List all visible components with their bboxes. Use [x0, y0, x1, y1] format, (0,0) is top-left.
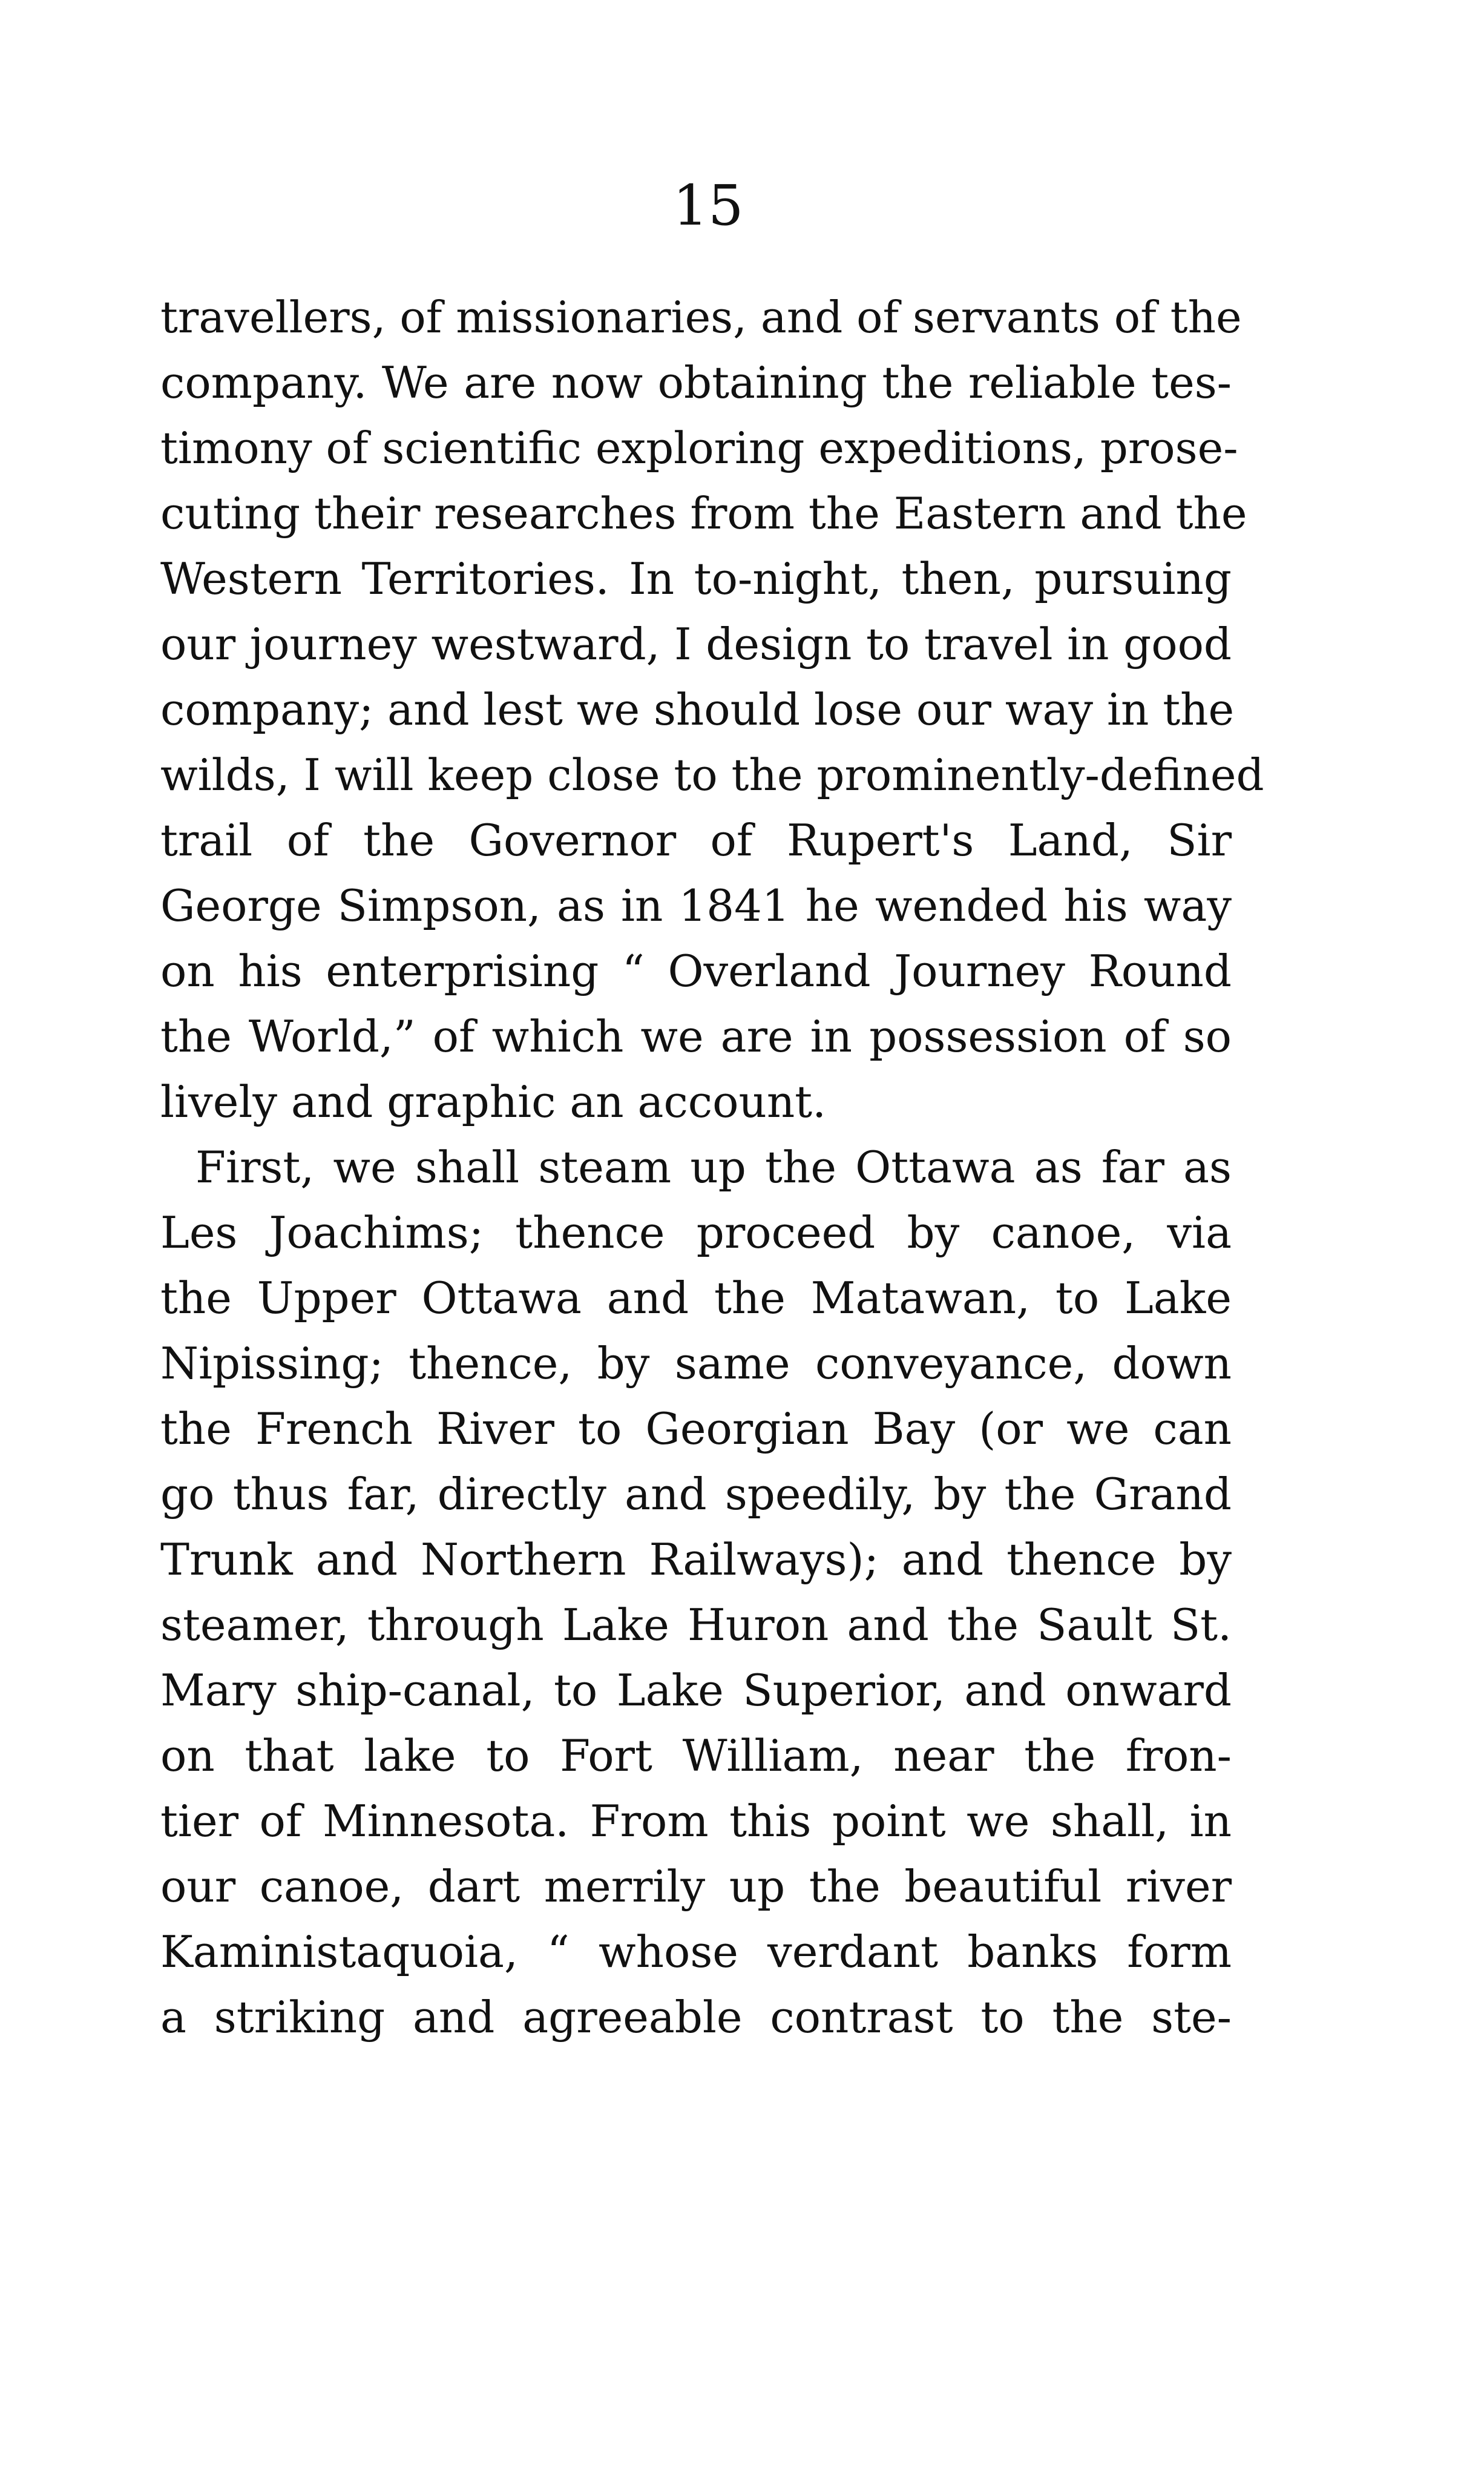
text-line: on his enterprising “ Overland Journey Round [160, 946, 1232, 996]
text-line: Nipissing; thence, by same conveyance, down [160, 1338, 1232, 1389]
text-line: timony of scientific exploring expeditions, prose- [160, 423, 1238, 473]
text-line: our canoe, dart merrily up the beautiful river [160, 1861, 1232, 1912]
text-line: steamer, through Lake Huron and the Sault St. [160, 1599, 1232, 1650]
text-line: Trunk and Northern Railways); and thence by [160, 1534, 1232, 1585]
text-line: travellers, of missionaries, and of servants of the [160, 292, 1242, 343]
text-line: First, we shall steam up the Ottawa as far as [195, 1142, 1232, 1193]
text-line: company; and lest we should lose our way in the [160, 684, 1235, 735]
paragraph-2 [160, 1135, 1232, 2050]
paragraph-1 [160, 285, 1264, 1135]
text-line: the French River to Georgian Bay (or we can [160, 1403, 1232, 1454]
text-line: wilds, I will keep close to the prominently-defined [160, 749, 1264, 800]
body-text [160, 285, 1264, 2050]
text-line: Les Joachims; thence proceed by canoe, via [160, 1207, 1232, 1258]
text-line: the Upper Ottawa and the Matawan, to Lake [160, 1273, 1232, 1323]
text-line: the World,” of which we are in possession of so [160, 1011, 1232, 1062]
text-line: cuting their researches from the Eastern and the [160, 488, 1247, 539]
text-line: tier of Minnesota. From this point we shall, in [160, 1796, 1232, 1846]
text-line: Mary ship-canal, to Lake Superior, and onward [160, 1665, 1232, 1716]
text-line: Western Territories. In to-night, then, pursuing [160, 553, 1232, 604]
text-line: a striking and agreeable contrast to the ste- [160, 1992, 1232, 2043]
text-line: George Simpson, as in 1841 he wended his way [160, 880, 1232, 931]
text-line: on that lake to Fort William, near the fron- [160, 1730, 1232, 1781]
text-line: Kaministaquoia, “ whose verdant banks form [160, 1926, 1232, 1977]
text-line: company. We are now obtaining the reliable tes- [160, 357, 1232, 408]
text-line: our journey westward, I design to travel in good [160, 619, 1232, 670]
text-line: trail of the Governor of Rupert's Land, Sir [160, 815, 1232, 866]
text-line: go thus far, directly and speedily, by the Grand [160, 1469, 1232, 1520]
page-number: 15 [672, 173, 744, 238]
text-line: lively and graphic an account. [160, 1076, 827, 1127]
